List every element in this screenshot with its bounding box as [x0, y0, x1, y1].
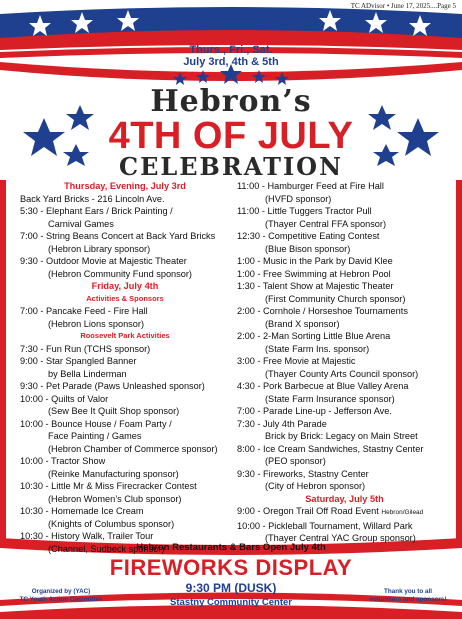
schedule-line: 11:00 - Little Tuggers Tractor Pull	[237, 206, 372, 216]
schedule-line: 9:30 - Pet Parade (Paws Unleashed sponsor)	[20, 381, 205, 391]
schedule-line: (Knights of Columbus sponsor)	[48, 518, 175, 529]
schedule-line: by Bella Linderman	[48, 368, 127, 379]
thursday-heading: Thursday, Evening, July 3rd	[64, 181, 186, 191]
organizer-line-2: TC Youth Action Committee	[19, 596, 103, 603]
schedule-line: 10:00 - Quilts of Valor	[20, 393, 109, 404]
schedule-line: (Thayer Central FFA sponsor)	[265, 218, 387, 229]
thanks-line-2: volunteers and sponsors!	[369, 596, 447, 603]
friday-heading: Friday, July 4th	[91, 281, 159, 291]
schedule-line: (Hebron Chamber of Commerce sponsor)	[48, 443, 218, 454]
schedule-line: (Hebron Community Fund sponsor)	[48, 268, 192, 279]
schedule-line: 10:30 - Little Mr & Miss Firecracker Contest	[20, 481, 197, 491]
schedule-line: (Reinke Manufacturing sponsor)	[48, 468, 179, 479]
title-celebration: CELEBRATION	[118, 152, 344, 181]
schedule-line: 9:30 - Fireworks, Stastny Center	[237, 468, 369, 479]
schedule-line: (State Farm Ins. sponsor)	[265, 343, 370, 354]
schedule-line: Back Yard Bricks - 216 Lincoln Ave.	[20, 193, 165, 204]
schedule-line: 7:30 - July 4th Parade	[237, 418, 327, 429]
schedule-line: 7:00 - Parade Line-up - Jefferson Ave.	[237, 406, 392, 416]
thank-you-note	[358, 588, 458, 604]
fireworks-location: Stastny Community Center	[170, 597, 292, 608]
schedule-line: (Hebron Library sponsor)	[48, 243, 151, 254]
schedule-line: (City of Hebron sponsor)	[265, 481, 366, 491]
running-head: TC ADvisor • June 17, 2025....Page 5	[350, 2, 456, 10]
schedule-line: Brick by Brick: Legacy on Main Street	[265, 431, 418, 441]
dates-line-1: Thurs., Fri., Sat.	[189, 44, 273, 56]
activities-heading: Activities & Sponsors	[86, 293, 164, 303]
schedule-line: Carnival Games	[48, 218, 114, 229]
schedule-line: 2:00 - Cornhole / Horseshoe Tournaments	[237, 306, 408, 316]
schedule-line: 10:30 - Homemade Ice Cream	[20, 506, 144, 516]
left-schedule-column	[20, 180, 230, 555]
dates-line-2: July 3rd, 4th & 5th	[183, 56, 279, 68]
schedule-line: 3:00 - Free Movie at Majestic	[237, 356, 356, 366]
schedule-line: 1:00 - Music in the Park by David Klee	[237, 256, 393, 266]
schedule-line: (Thayer Central YAC Group sponsor)	[265, 533, 416, 543]
schedule-line-main: 9:00 - Oregon Trail Off Road Event	[237, 506, 379, 516]
schedule-line: (State Farm Insurance sponsor)	[265, 393, 395, 404]
schedule-line: 10:00 - Tractor Show	[20, 456, 106, 466]
organizer-line-1: Organized by (YAC)	[31, 588, 91, 595]
schedule-line: 9:30 - Outdoor Movie at Majestic Theater	[20, 256, 187, 266]
schedule-line: 7:00 - String Beans Concert at Back Yard Bricks	[20, 231, 216, 241]
roosevelt-park-heading: Roosevelt Park Activities	[80, 331, 170, 340]
right-red-bar	[456, 180, 462, 540]
schedule-line: 12:30 - Competitive Eating Contest	[237, 231, 380, 241]
fireworks-time: 9:30 PM (DUSK)	[185, 581, 277, 595]
schedule-line: 9:00 - Star Spangled Banner	[20, 356, 137, 366]
schedule-line: 4:30 - Pork Barbecue at Blue Valley Arena	[237, 381, 409, 391]
schedule-line: 7:00 - Pancake Feed - Fire Hall	[20, 306, 148, 316]
schedule-line: 7:30 - Fun Run (TCHS sponsor)	[20, 343, 151, 354]
schedule-line: 11:00 - Hamburger Feed at Fire Hall	[237, 181, 384, 191]
schedule-line: (Brand X sponsor)	[265, 318, 340, 329]
schedule-line-note: Hebron/Gilead	[381, 509, 424, 516]
schedule-line: (HVFD sponsor)	[265, 193, 332, 204]
schedule-line: 8:00 - Ice Cream Sandwiches, Stastny Center	[237, 443, 424, 454]
schedule-line: (Hebron Lions sponsor)	[48, 318, 145, 329]
schedule-line	[237, 505, 452, 520]
schedule-line: (Hebron Women’s Club sponsor)	[48, 493, 182, 504]
schedule-line: 2:00 - 2-Man Sorting Little Blue Arena	[237, 331, 391, 341]
schedule-line: (Channel, Sudbeck sponsor)	[48, 543, 165, 554]
saturday-heading: Saturday, July 5th	[305, 493, 384, 504]
schedule-line: 10:00 - Bounce House / Foam Party /	[20, 418, 172, 429]
restaurants-open-line: Hebron Restaurants & Bars Open July 4th	[136, 542, 326, 553]
thanks-line-1: Thank you to all	[384, 588, 432, 595]
right-schedule-column	[237, 180, 452, 545]
organizer-credit	[6, 588, 116, 604]
title-4th-of-july: 4TH OF JULY	[108, 115, 354, 157]
schedule-line: 1:00 - Free Swimming at Hebron Pool	[237, 268, 391, 279]
fireworks-display-title: FIREWORKS DISPLAY	[109, 555, 353, 580]
title-hebron: Hebron’s	[150, 84, 312, 119]
schedule-line: 10:00 - Pickleball Tournament, Willard Park	[237, 520, 413, 531]
schedule-line: (Sew Bee It Quilt Shop sponsor)	[48, 406, 180, 416]
schedule-line: (First Community Church sponsor)	[265, 293, 406, 304]
schedule-line: (Thayer County Arts Council sponsor)	[265, 368, 419, 379]
schedule-line: (Blue Bison sponsor)	[265, 243, 351, 254]
schedule-line: 10:30 - History Walk, Trailer Tour	[20, 531, 154, 541]
schedule-line: 5:30 - Elephant Ears / Brick Painting /	[20, 206, 173, 216]
schedule-line: (PEO sponsor)	[265, 456, 326, 466]
schedule-line: 1:30 - Talent Show at Majestic Theater	[237, 281, 394, 291]
left-red-bar	[0, 180, 6, 540]
schedule-line: Face Painting / Games	[48, 431, 142, 441]
